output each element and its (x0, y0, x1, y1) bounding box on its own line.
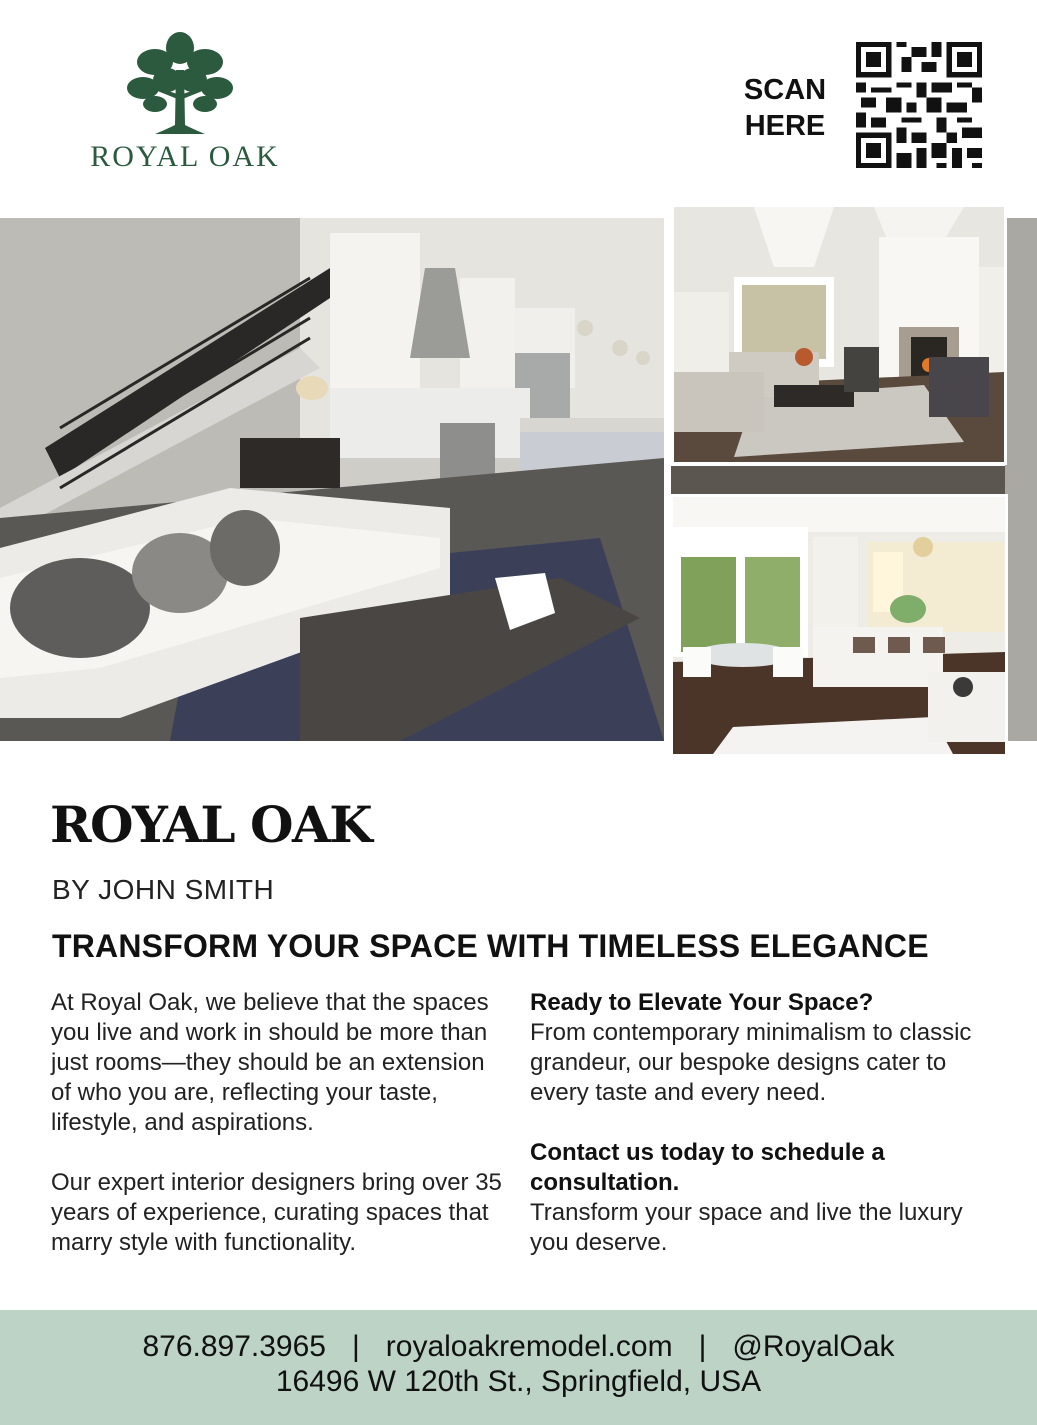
separator: | (351, 1330, 360, 1363)
collage-edge-strip (1005, 218, 1037, 741)
headline: TRANSFORM YOUR SPACE WITH TIMELESS ELEGANCE (52, 928, 929, 964)
logo-wordmark: ROYAL OAK (90, 140, 280, 173)
scan-here-label (730, 72, 840, 144)
qr-code-icon[interactable] (856, 42, 982, 168)
elevate-block (530, 988, 1000, 1108)
contact-block (530, 1138, 1000, 1258)
brand-title: ROYAL OAK (50, 795, 372, 854)
scan-label-line1: SCAN (743, 74, 827, 106)
contact-line (0, 1330, 1037, 1364)
intro-paragraph: At Royal Oak, we believe that the spaces you live and work in should be more than just rooms—they should be an extension of who you are, reflecting your taste, lifestyle, and aspirations. (51, 989, 489, 1136)
contact-text: Transform your space and live the luxury you deserve. (530, 1199, 963, 1256)
body-right-column (530, 988, 1000, 1288)
elevate-heading: Ready to Elevate Your Space? (530, 989, 874, 1016)
body-left-column (51, 988, 511, 1288)
separator: | (698, 1330, 707, 1363)
elevate-text: From contemporary minimalism to classic grandeur, our bespoke designs cater to every taste and every need. (530, 1019, 972, 1106)
oak-tree-icon (125, 30, 235, 138)
social-handle[interactable]: @RoyalOak (732, 1330, 895, 1363)
phone-number[interactable]: 876.897.3965 (142, 1330, 326, 1363)
royal-oak-logo (70, 30, 300, 180)
byline: BY JOHN SMITH (52, 874, 275, 905)
contact-heading: Contact us today to schedule a consultation. (530, 1139, 885, 1196)
kitchen-dining-photo (670, 494, 1008, 757)
contact-footer (0, 1310, 1037, 1425)
address: 16496 W 120th St., Springfield, USA (275, 1365, 762, 1398)
scan-label-line2: HERE (744, 110, 826, 142)
living-room-kitchen-photo (0, 218, 664, 741)
website-link[interactable]: royaloakremodel.com (385, 1330, 673, 1363)
collage-gap-strip (671, 466, 1005, 494)
experience-paragraph: Our expert interior designers bring over 35 years of experience, curating spaces that marry style with functionality. (51, 1169, 502, 1256)
fireplace-living-room-photo (671, 204, 1007, 465)
